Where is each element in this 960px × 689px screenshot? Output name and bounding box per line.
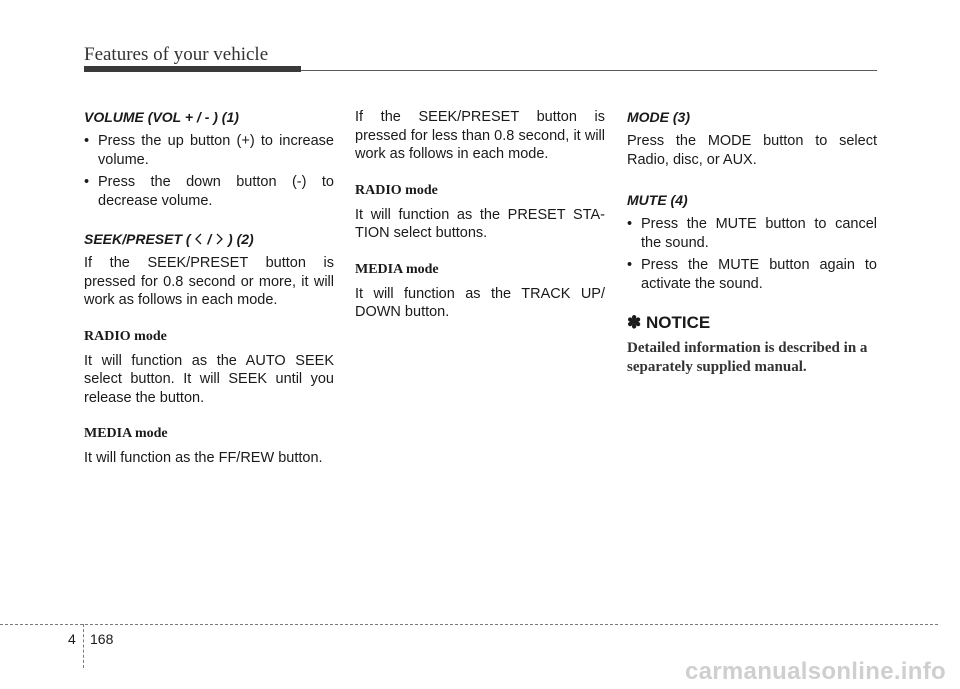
radio-mode-heading-1: RADIO mode — [84, 328, 167, 344]
mute-heading: MUTE (4) — [627, 192, 688, 208]
volume-heading: VOLUME (VOL + / - ) (1) — [84, 109, 239, 125]
header-rule-thin — [301, 70, 877, 71]
mode-text: Press the MODE button to select Radio, disc, or AUX. — [627, 133, 877, 168]
chapter-number: 4 — [68, 631, 76, 647]
seek-short-press-text: If the SEEK/PRESET button is pressed for less than 0.8 second, it will work as follows in each mode. — [355, 109, 605, 162]
mute-bullet-list — [627, 215, 877, 293]
column-1 — [84, 108, 334, 474]
seek-heading-prefix: SEEK/PRESET ( — [84, 231, 191, 247]
seek-preset-heading — [84, 230, 334, 248]
mute-bullet-2: • Press the MUTE button again to activate the sound. — [627, 256, 877, 293]
media-mode-text-2: It will function as the TRACK UP/ DOWN button. — [355, 285, 605, 320]
header-rule-thick — [84, 66, 301, 72]
media-mode-heading-2: MEDIA mode — [355, 261, 439, 277]
mute-bullet-1: • Press the MUTE button to cancel the sound. — [627, 215, 877, 252]
volume-bullet-2: • Press the down button (-) to decrease volume. — [84, 173, 334, 210]
chevron-left-icon — [194, 233, 203, 245]
notice-text: Detailed information is described in a separately supplied manual. — [627, 340, 868, 375]
media-mode-text-1: It will function as the FF/REW button. — [84, 450, 323, 466]
seek-heading-sep: / — [207, 231, 212, 247]
column-2 — [355, 108, 605, 328]
page-number: 168 — [90, 631, 114, 647]
volume-bullet-1: • Press the up button (+) to increase volume. — [84, 132, 334, 169]
footer-divider — [0, 624, 938, 625]
mode-heading: MODE (3) — [627, 109, 690, 125]
column-3 — [627, 108, 877, 377]
page-header-title: Features of your vehicle — [84, 44, 269, 65]
notice-heading: ✽ NOTICE — [627, 313, 711, 332]
seek-long-press-text: If the SEEK/PRESET button is pressed for 0.8 second or more, it will work as follows in each mode. — [84, 255, 334, 308]
radio-mode-text-1: It will function as the AUTO SEEK select button. It will SEEK until you release the button. — [84, 352, 334, 406]
watermark-text: carmanualsonline.info — [684, 658, 946, 685]
seek-heading-suffix: ) (2) — [228, 231, 254, 247]
footer-vertical-divider — [83, 624, 84, 668]
media-mode-heading-1: MEDIA mode — [84, 426, 168, 441]
radio-mode-text-2: It will function as the PRESET STA-TION select buttons. — [355, 206, 605, 241]
chevron-right-icon — [215, 233, 224, 245]
radio-mode-heading-2: RADIO mode — [355, 182, 438, 198]
volume-bullet-list — [84, 132, 334, 210]
